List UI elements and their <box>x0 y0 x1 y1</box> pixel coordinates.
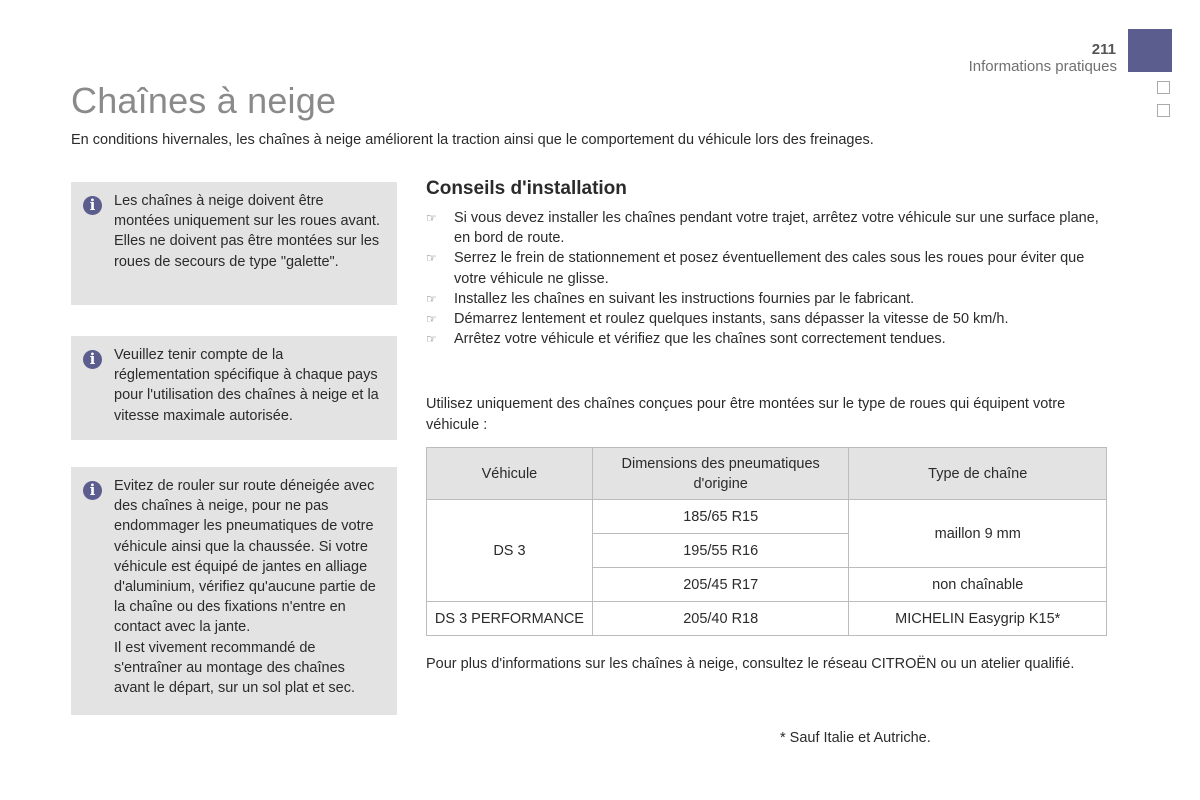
table-row <box>427 500 1107 534</box>
note-text: Les chaînes à neige doivent être montées uniquement sur les roues avant. Elles ne doivent pas être montées sur les roues de secours de type "galette". <box>114 193 380 270</box>
list-item: ☞ Si vous devez installer les chaînes pendant votre trajet, arrêtez votre véhicule sur une surface plane, en bord de route. <box>426 210 1099 247</box>
tyre-cell: 205/45 R17 <box>592 568 849 602</box>
section-heading: Conseils d'installation <box>426 178 627 199</box>
info-note <box>71 182 397 305</box>
note-text: Veuillez tenir compte de la réglementation spécifique à chaque pays pour l'utilisation des chaînes à neige et la vitesse maximale autorisée. <box>114 347 379 424</box>
chain-cell: MICHELIN Easygrip K15* <box>849 602 1107 636</box>
info-note <box>71 467 397 715</box>
note-text: Evitez de rouler sur route déneigée avec des chaînes à neige, pour ne pas endommager les pneumatiques de votre véhicule ainsi que la chaussée. Si votre véhicule est équipé de jantes en alliage d'aluminium, vérifiez qu'aucune partie de la chaîne ou des fixations n'entre en contact avec la jante. <box>114 478 376 636</box>
table-row <box>427 602 1107 636</box>
installation-steps <box>426 208 1116 349</box>
usage-text: Utilisez uniquement des chaînes conçues pour être montées sur le type de roues qui équipent votre véhicule : <box>426 396 1066 433</box>
pointing-hand-icon: ☞ <box>426 312 437 327</box>
chain-cell: maillon 9 mm <box>849 500 1107 568</box>
column-header: Type de chaîne <box>849 448 1107 500</box>
chapter-tab-marker <box>1157 81 1170 94</box>
page-number: 211 <box>1091 41 1116 58</box>
info-icon: i <box>83 350 102 369</box>
section-title: Informations pratiques <box>968 58 1117 75</box>
tyre-cell: 205/40 R18 <box>592 602 849 636</box>
pointing-hand-icon: ☞ <box>426 291 437 306</box>
tyre-cell: 185/65 R15 <box>592 500 849 534</box>
chains-table <box>426 447 1107 636</box>
chapter-tab-marker <box>1157 104 1170 117</box>
list-item: ☞ Arrêtez votre véhicule et vérifiez que les chaînes sont correctement tendues. <box>426 329 1116 349</box>
chapter-tab <box>1128 29 1172 72</box>
info-icon: i <box>83 196 102 215</box>
vehicle-cell: DS 3 PERFORMANCE <box>427 602 593 636</box>
more-info-text: Pour plus d'informations sur les chaînes à neige, consultez le réseau CITROËN ou un atelier qualifié. <box>426 656 1075 672</box>
vehicle-cell: DS 3 <box>427 500 593 602</box>
column-header: Véhicule <box>427 448 593 500</box>
intro-text: En conditions hivernales, les chaînes à neige améliorent la traction ainsi que le comportement du véhicule lors des freinages. <box>71 132 874 148</box>
note-text: Il est vivement recommandé de s'entraîner au montage des chaînes avant le départ, sur un sol plat et sec. <box>114 639 355 697</box>
column-header: Dimensions des pneumatiques d'origine <box>592 448 849 500</box>
list-item: ☞ Démarrez lentement et roulez quelques instants, sans dépasser la vitesse de 50 km/h. <box>426 309 1116 329</box>
pointing-hand-icon: ☞ <box>426 211 437 225</box>
pointing-hand-icon: ☞ <box>426 332 437 347</box>
list-item: ☞ Installez les chaînes en suivant les instructions fournies par le fabricant. <box>426 289 1116 309</box>
tyre-cell: 195/55 R16 <box>592 534 849 568</box>
footnote: * Sauf Italie et Autriche. <box>780 730 931 746</box>
info-icon: i <box>83 481 102 500</box>
info-note <box>71 336 397 440</box>
page-title: Chaînes à neige <box>71 80 337 121</box>
pointing-hand-icon: ☞ <box>426 251 437 266</box>
table-header-row <box>427 448 1107 500</box>
list-item: ☞ Serrez le frein de stationnement et posez éventuellement des cales sous les roues pour éviter que votre véhicule ne glisse. <box>426 250 1085 287</box>
chain-cell: non chaînable <box>849 568 1107 602</box>
